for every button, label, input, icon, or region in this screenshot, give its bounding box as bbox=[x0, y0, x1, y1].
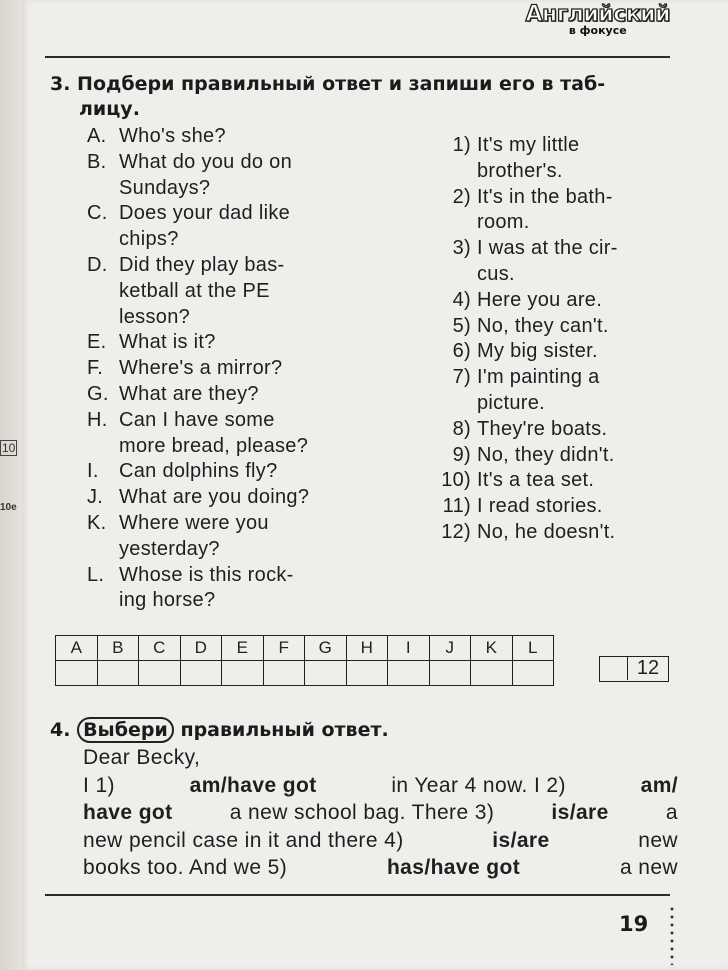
item-text bbox=[477, 288, 678, 314]
item-text-line: No, he doesn't. bbox=[477, 520, 616, 543]
item-text bbox=[119, 124, 417, 150]
choice-1[interactable]: am/have got bbox=[189, 773, 317, 797]
logo-subtitle: в фокусе bbox=[568, 24, 627, 37]
item-text-line: It's a tea set. bbox=[477, 469, 595, 492]
table-header-cell: J bbox=[429, 636, 471, 661]
answer-input-cell[interactable] bbox=[388, 661, 430, 686]
table-header-cell: E bbox=[222, 636, 264, 661]
item-text-line: What are you doing? bbox=[119, 486, 310, 509]
task3-heading-line1: 3. Подбери правильный ответ и запиши его в таб- bbox=[50, 73, 606, 95]
letter-text-fragment: a new bbox=[619, 856, 678, 879]
answer-option bbox=[428, 494, 678, 520]
answer-input-cell[interactable] bbox=[139, 661, 181, 686]
letter-greeting: Dear Becky, bbox=[83, 746, 201, 769]
item-text bbox=[477, 443, 678, 469]
answer-option bbox=[428, 417, 678, 443]
answer-option bbox=[428, 314, 678, 340]
item-text bbox=[477, 520, 678, 546]
item-text-line: My big sister. bbox=[477, 340, 598, 363]
item-text bbox=[119, 408, 417, 460]
item-label: 5) bbox=[452, 314, 471, 337]
item-text-line: What do you do on bbox=[119, 150, 292, 173]
item-text bbox=[477, 417, 678, 443]
task4-circled-word: Выбери bbox=[77, 717, 174, 743]
task4-heading bbox=[50, 718, 389, 743]
letter-text-fragment: new bbox=[638, 828, 678, 852]
item-text bbox=[119, 382, 417, 408]
item-label: C. bbox=[87, 202, 108, 225]
item-label: 3) bbox=[452, 237, 471, 260]
question-item bbox=[87, 382, 417, 408]
item-label: 8) bbox=[452, 417, 471, 440]
item-label: 7) bbox=[452, 366, 471, 389]
item-label: 6) bbox=[452, 340, 471, 363]
answer-option bbox=[428, 443, 678, 469]
item-text-line: room. bbox=[477, 211, 530, 234]
item-text-line: Who's she? bbox=[119, 125, 226, 147]
question-item bbox=[87, 485, 417, 511]
answer-option bbox=[428, 133, 678, 185]
item-text-line: I read stories. bbox=[477, 495, 603, 518]
table-header-cell: F bbox=[263, 636, 305, 661]
choice-3[interactable]: is/are bbox=[551, 801, 609, 824]
question-item bbox=[87, 563, 417, 615]
page-binding bbox=[0, 0, 22, 970]
item-text-line: more bread, please? bbox=[119, 434, 309, 457]
question-item bbox=[87, 408, 417, 460]
choice-2-part2[interactable]: have got bbox=[83, 801, 173, 824]
table-header-cell: K bbox=[471, 636, 513, 661]
item-label: 10) bbox=[441, 469, 471, 492]
choice-5[interactable]: has/have got bbox=[386, 856, 521, 879]
item-text-line: Here you are. bbox=[477, 288, 603, 311]
task4-number: 4. bbox=[50, 719, 71, 741]
edge-tab-number: 10 bbox=[2, 441, 16, 455]
item-text-line: chips? bbox=[119, 228, 179, 251]
item-text-line: I'm painting a bbox=[477, 366, 600, 389]
item-text-line: It's in the bath- bbox=[477, 185, 613, 208]
answer-option bbox=[428, 288, 678, 314]
choice-4[interactable]: is/are bbox=[492, 828, 550, 852]
table-header-cell: C bbox=[139, 636, 181, 661]
item-text-line: yesterday? bbox=[119, 537, 220, 560]
item-text-line: picture. bbox=[477, 391, 545, 414]
table-header-cell: G bbox=[305, 636, 347, 661]
item-label: K. bbox=[87, 511, 107, 534]
question-item bbox=[87, 459, 417, 485]
item-text-line: No, they can't. bbox=[477, 314, 609, 337]
answer-option bbox=[428, 185, 678, 237]
task3-heading-line2: лицу. bbox=[79, 98, 140, 120]
answer-option bbox=[428, 236, 678, 288]
table-header-cell: A bbox=[56, 636, 98, 661]
item-label: B. bbox=[87, 150, 107, 173]
item-text bbox=[119, 485, 417, 511]
item-label: G. bbox=[87, 382, 109, 405]
item-text bbox=[477, 314, 678, 340]
letter-line-2 bbox=[83, 799, 678, 827]
item-label: 1) bbox=[452, 134, 471, 156]
answer-input-cell[interactable] bbox=[346, 661, 388, 686]
item-text bbox=[477, 468, 678, 494]
item-label: J. bbox=[87, 486, 104, 509]
table-header-cell: B bbox=[97, 636, 139, 661]
table-header-cell: D bbox=[180, 636, 222, 661]
item-label: 2) bbox=[452, 185, 471, 208]
answer-table-header-row bbox=[56, 636, 554, 661]
item-text bbox=[119, 253, 417, 330]
bottom-rule bbox=[45, 894, 670, 896]
item-label: E. bbox=[87, 331, 107, 354]
item-label: F. bbox=[87, 357, 104, 380]
edge-tab-text: 10e bbox=[0, 502, 17, 513]
item-text bbox=[477, 133, 678, 185]
question-item bbox=[87, 511, 417, 563]
table-header-cell: H bbox=[346, 636, 388, 661]
item-label: 12) bbox=[441, 520, 471, 543]
item-label: D. bbox=[87, 253, 108, 276]
item-text bbox=[477, 185, 678, 237]
item-text bbox=[119, 459, 417, 485]
item-text-line: Did they play bas- bbox=[119, 253, 285, 276]
table-header-cell: L bbox=[512, 636, 554, 661]
letter-line-1 bbox=[83, 772, 678, 800]
item-text-line: ketball at the PE bbox=[119, 279, 270, 302]
item-text-line: They're boats. bbox=[477, 417, 608, 440]
answer-table-answer-row bbox=[56, 661, 554, 686]
item-text-line: ing horse? bbox=[119, 589, 216, 612]
item-label: A. bbox=[87, 125, 107, 147]
item-text bbox=[119, 356, 417, 382]
answer-input-cell[interactable] bbox=[429, 661, 471, 686]
item-text-line: Whose is this rock- bbox=[119, 563, 294, 586]
task4-heading-rest: правильный ответ. bbox=[180, 719, 389, 741]
table-header-cell: I bbox=[388, 636, 430, 661]
letter-text-fragment: a new school bag. There 3) bbox=[229, 801, 495, 824]
task3-heading bbox=[50, 72, 605, 122]
answer-input-cell[interactable] bbox=[97, 661, 139, 686]
logo-title: Английский bbox=[525, 2, 670, 27]
answer-option bbox=[428, 339, 678, 365]
item-text bbox=[477, 494, 678, 520]
item-text-line: lesson? bbox=[119, 305, 191, 328]
item-text bbox=[119, 330, 417, 356]
question-item bbox=[87, 253, 417, 330]
item-text-line: It's my little bbox=[477, 134, 580, 156]
question-item bbox=[87, 330, 417, 356]
letter-text-fragment: a bbox=[665, 801, 678, 824]
item-text bbox=[119, 150, 417, 202]
answer-table bbox=[55, 635, 554, 686]
item-label: L. bbox=[87, 563, 105, 586]
letter-text-fragment: I 1) bbox=[83, 773, 115, 797]
answer-input-cell[interactable] bbox=[263, 661, 305, 686]
item-text-line: I was at the cir- bbox=[477, 237, 618, 260]
letter-text-fragment: new pencil case in it and there 4) bbox=[83, 828, 404, 852]
answers-list bbox=[428, 133, 678, 546]
questions-list bbox=[87, 124, 417, 614]
item-text-line: What are they? bbox=[119, 382, 259, 405]
answer-input-cell[interactable] bbox=[471, 661, 513, 686]
item-text bbox=[119, 201, 417, 253]
item-text-line: No, they didn't. bbox=[477, 443, 615, 466]
letter-line-4 bbox=[83, 854, 678, 882]
choice-2-part1[interactable]: am/ bbox=[640, 773, 678, 797]
letter-line-3 bbox=[83, 827, 678, 855]
item-text-line: brother's. bbox=[477, 159, 563, 182]
item-label: I. bbox=[87, 460, 99, 483]
page-number: 19 bbox=[619, 912, 649, 936]
item-label: 9) bbox=[452, 443, 471, 466]
item-text-line: Where were you bbox=[119, 511, 269, 534]
letter-text-fragment: in Year 4 now. I 2) bbox=[391, 773, 566, 797]
item-text-line: Can dolphins fly? bbox=[119, 460, 278, 483]
item-text bbox=[477, 339, 678, 365]
letter-text-fragment: books too. And we 5) bbox=[83, 856, 288, 879]
item-text bbox=[477, 236, 678, 288]
answer-input-cell[interactable] bbox=[512, 661, 554, 686]
answer-option bbox=[428, 365, 678, 417]
item-text-line: Where's a mirror? bbox=[119, 357, 283, 380]
score-box bbox=[599, 656, 669, 682]
item-text bbox=[477, 365, 678, 417]
letter-text bbox=[83, 744, 678, 882]
question-item bbox=[87, 356, 417, 382]
page-edge-dots bbox=[670, 905, 674, 965]
item-label: 4) bbox=[452, 288, 471, 311]
item-text-line: What is it? bbox=[119, 331, 216, 354]
item-label: 11) bbox=[442, 495, 471, 518]
item-text-line: Can I have some bbox=[119, 408, 275, 431]
answer-input-cell[interactable] bbox=[222, 661, 264, 686]
question-item bbox=[87, 124, 417, 150]
answer-input-cell[interactable] bbox=[180, 661, 222, 686]
question-item bbox=[87, 150, 417, 202]
item-text-line: Sundays? bbox=[119, 176, 211, 199]
score-value: 12 bbox=[627, 657, 668, 680]
item-text-line: cus. bbox=[477, 262, 515, 285]
item-text bbox=[119, 563, 417, 615]
answer-input-cell[interactable] bbox=[56, 661, 98, 686]
question-item bbox=[87, 201, 417, 253]
answer-input-cell[interactable] bbox=[305, 661, 347, 686]
item-label: H. bbox=[87, 408, 108, 431]
item-text-line: Does your dad like bbox=[119, 202, 291, 225]
top-rule bbox=[45, 56, 670, 58]
answer-option bbox=[428, 520, 678, 546]
answer-option bbox=[428, 468, 678, 494]
book-logo bbox=[526, 2, 670, 37]
item-text bbox=[119, 511, 417, 563]
